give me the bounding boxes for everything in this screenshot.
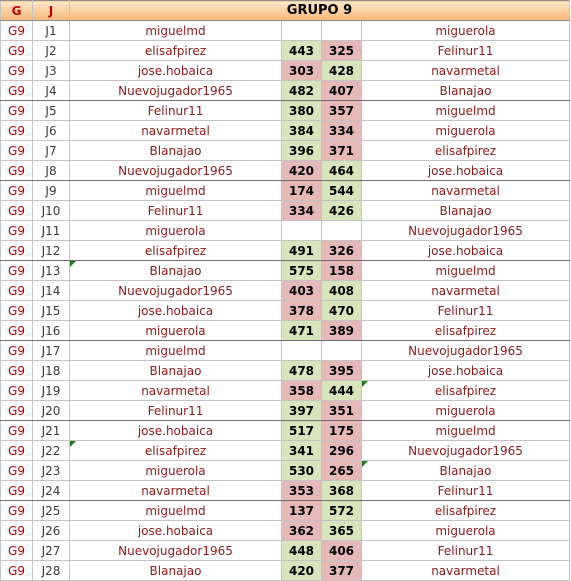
comment-marker-icon bbox=[362, 461, 368, 467]
group-cell[interactable]: G9 bbox=[1, 441, 33, 461]
round-cell[interactable]: J12 bbox=[33, 241, 70, 261]
player-home-cell[interactable]: elisafpirez bbox=[70, 441, 282, 461]
player-home-cell[interactable]: jose.hobaica bbox=[70, 301, 282, 321]
round-cell[interactable]: J5 bbox=[33, 101, 70, 121]
round-cell[interactable]: J6 bbox=[33, 121, 70, 141]
table-row bbox=[1, 101, 570, 121]
score-away-cell[interactable]: 368 bbox=[322, 481, 362, 501]
round-cell[interactable]: J22 bbox=[33, 441, 70, 461]
group-cell[interactable]: G9 bbox=[1, 501, 33, 521]
player-away-cell[interactable]: elisafpirez bbox=[362, 501, 570, 521]
score-home-cell[interactable]: 403 bbox=[282, 281, 322, 301]
score-away-cell[interactable]: 407 bbox=[322, 81, 362, 101]
score-home-cell[interactable]: 380 bbox=[282, 101, 322, 121]
round-cell[interactable]: J15 bbox=[33, 301, 70, 321]
player-away-cell[interactable]: jose.hobaica bbox=[362, 361, 570, 381]
score-home-cell[interactable]: 358 bbox=[282, 381, 322, 401]
player-home-cell[interactable]: miguelmd bbox=[70, 181, 282, 201]
table-row bbox=[1, 521, 570, 541]
round-cell[interactable]: J25 bbox=[33, 501, 70, 521]
player-away-cell[interactable]: Felinur11 bbox=[362, 541, 570, 561]
group-cell[interactable]: G9 bbox=[1, 261, 33, 281]
table-row bbox=[1, 561, 570, 581]
score-away-cell[interactable] bbox=[322, 221, 362, 241]
player-away-cell[interactable]: Nuevojugador1965 bbox=[362, 221, 570, 241]
score-home-cell[interactable] bbox=[282, 341, 322, 361]
score-home-cell[interactable]: 174 bbox=[282, 181, 322, 201]
player-away-cell[interactable]: Nuevojugador1965 bbox=[362, 441, 570, 461]
group-cell[interactable]: G9 bbox=[1, 361, 33, 381]
group-cell[interactable]: G9 bbox=[1, 81, 33, 101]
group-cell[interactable]: G9 bbox=[1, 201, 33, 221]
score-away-cell[interactable]: 395 bbox=[322, 361, 362, 381]
score-away-cell[interactable]: 470 bbox=[322, 301, 362, 321]
score-away-cell[interactable]: 175 bbox=[322, 421, 362, 441]
player-away-cell[interactable]: Nuevojugador1965 bbox=[362, 341, 570, 361]
score-away-cell[interactable]: 158 bbox=[322, 261, 362, 281]
score-home-cell[interactable] bbox=[282, 21, 322, 41]
table-row bbox=[1, 421, 570, 441]
player-away-cell[interactable]: elisafpirez bbox=[362, 381, 570, 401]
round-cell[interactable]: J2 bbox=[33, 41, 70, 61]
player-away-cell[interactable]: navarmetal bbox=[362, 181, 570, 201]
score-away-cell[interactable]: 334 bbox=[322, 121, 362, 141]
round-cell[interactable]: J19 bbox=[33, 381, 70, 401]
player-away-cell[interactable]: elisafpirez bbox=[362, 141, 570, 161]
score-away-cell[interactable]: 371 bbox=[322, 141, 362, 161]
header-round-col[interactable]: J bbox=[33, 1, 70, 21]
score-home-cell[interactable]: 137 bbox=[282, 501, 322, 521]
table-row bbox=[1, 21, 570, 41]
player-home-cell[interactable]: Nuevojugador1965 bbox=[70, 541, 282, 561]
player-away-cell[interactable]: miguerola bbox=[362, 521, 570, 541]
table-row bbox=[1, 241, 570, 261]
group-cell[interactable]: G9 bbox=[1, 481, 33, 501]
group-cell[interactable]: G9 bbox=[1, 461, 33, 481]
player-away-cell[interactable]: miguerola bbox=[362, 21, 570, 41]
comment-marker-icon bbox=[70, 261, 76, 267]
player-away-cell[interactable]: miguelmd bbox=[362, 261, 570, 281]
table-row bbox=[1, 461, 570, 481]
player-home-cell[interactable]: miguerola bbox=[70, 221, 282, 241]
player-away-cell[interactable]: Blanajao bbox=[362, 81, 570, 101]
round-cell[interactable]: J7 bbox=[33, 141, 70, 161]
score-away-cell[interactable]: 351 bbox=[322, 401, 362, 421]
player-home-cell[interactable]: miguelmd bbox=[70, 501, 282, 521]
player-home-cell[interactable]: jose.hobaica bbox=[70, 421, 282, 441]
score-home-cell[interactable]: 334 bbox=[282, 201, 322, 221]
score-home-cell[interactable]: 482 bbox=[282, 81, 322, 101]
score-away-cell[interactable]: 296 bbox=[322, 441, 362, 461]
round-cell[interactable]: J26 bbox=[33, 521, 70, 541]
group-cell[interactable]: G9 bbox=[1, 541, 33, 561]
score-home-cell[interactable]: 530 bbox=[282, 461, 322, 481]
player-home-cell[interactable]: jose.hobaica bbox=[70, 61, 282, 81]
score-home-cell[interactable]: 353 bbox=[282, 481, 322, 501]
table-row bbox=[1, 121, 570, 141]
group-cell[interactable]: G9 bbox=[1, 21, 33, 41]
score-home-cell[interactable]: 478 bbox=[282, 361, 322, 381]
score-home-cell[interactable]: 443 bbox=[282, 41, 322, 61]
round-cell[interactable]: J28 bbox=[33, 561, 70, 581]
round-cell[interactable]: J17 bbox=[33, 341, 70, 361]
round-cell[interactable]: J27 bbox=[33, 541, 70, 561]
score-away-cell[interactable]: 389 bbox=[322, 321, 362, 341]
group-cell[interactable]: G9 bbox=[1, 161, 33, 181]
group-cell[interactable]: G9 bbox=[1, 561, 33, 581]
round-cell[interactable]: J9 bbox=[33, 181, 70, 201]
score-home-cell[interactable] bbox=[282, 221, 322, 241]
score-away-cell[interactable] bbox=[322, 21, 362, 41]
round-cell[interactable]: J10 bbox=[33, 201, 70, 221]
score-home-cell[interactable]: 420 bbox=[282, 561, 322, 581]
player-away-cell[interactable]: navarmetal bbox=[362, 61, 570, 81]
comment-marker-icon bbox=[362, 381, 368, 387]
score-home-cell[interactable]: 384 bbox=[282, 121, 322, 141]
table-row bbox=[1, 41, 570, 61]
score-home-cell[interactable]: 471 bbox=[282, 321, 322, 341]
score-home-cell[interactable]: 341 bbox=[282, 441, 322, 461]
round-cell[interactable]: J21 bbox=[33, 421, 70, 441]
player-home-cell[interactable]: elisafpirez bbox=[70, 41, 282, 61]
score-away-cell[interactable]: 464 bbox=[322, 161, 362, 181]
group-cell[interactable]: G9 bbox=[1, 221, 33, 241]
table-row bbox=[1, 381, 570, 401]
player-away-cell[interactable]: navarmetal bbox=[362, 281, 570, 301]
player-away-cell[interactable]: navarmetal bbox=[362, 561, 570, 581]
table-row bbox=[1, 261, 570, 281]
score-home-cell[interactable]: 362 bbox=[282, 521, 322, 541]
score-home-cell[interactable]: 448 bbox=[282, 541, 322, 561]
table-row bbox=[1, 181, 570, 201]
score-away-cell[interactable] bbox=[322, 341, 362, 361]
score-home-cell[interactable]: 575 bbox=[282, 261, 322, 281]
table-row bbox=[1, 501, 570, 521]
player-home-cell[interactable]: miguerola bbox=[70, 461, 282, 481]
player-away-cell[interactable]: Blanajao bbox=[362, 201, 570, 221]
table-row bbox=[1, 481, 570, 501]
player-home-cell[interactable]: Nuevojugador1965 bbox=[70, 281, 282, 301]
score-home-cell[interactable]: 397 bbox=[282, 401, 322, 421]
score-home-cell[interactable]: 378 bbox=[282, 301, 322, 321]
table-row bbox=[1, 141, 570, 161]
player-home-cell[interactable]: miguelmd bbox=[70, 341, 282, 361]
player-home-cell[interactable]: navarmetal bbox=[70, 121, 282, 141]
score-home-cell[interactable]: 420 bbox=[282, 161, 322, 181]
player-home-cell[interactable]: elisafpirez bbox=[70, 241, 282, 261]
score-away-cell[interactable]: 426 bbox=[322, 201, 362, 221]
player-home-cell[interactable]: miguerola bbox=[70, 321, 282, 341]
player-home-cell[interactable]: Nuevojugador1965 bbox=[70, 161, 282, 181]
group-cell[interactable]: G9 bbox=[1, 421, 33, 441]
score-away-cell[interactable]: 377 bbox=[322, 561, 362, 581]
player-away-cell[interactable]: Blanajao bbox=[362, 461, 570, 481]
round-cell[interactable]: J23 bbox=[33, 461, 70, 481]
score-home-cell[interactable]: 396 bbox=[282, 141, 322, 161]
player-away-cell[interactable]: elisafpirez bbox=[362, 321, 570, 341]
player-home-cell[interactable]: Nuevojugador1965 bbox=[70, 81, 282, 101]
table-row bbox=[1, 541, 570, 561]
table-row bbox=[1, 81, 570, 101]
score-home-cell[interactable]: 517 bbox=[282, 421, 322, 441]
score-away-cell[interactable]: 365 bbox=[322, 521, 362, 541]
table-row bbox=[1, 301, 570, 321]
player-home-cell[interactable]: Felinur11 bbox=[70, 201, 282, 221]
player-away-cell[interactable]: miguelmd bbox=[362, 421, 570, 441]
score-away-cell[interactable]: 406 bbox=[322, 541, 362, 561]
score-away-cell[interactable]: 265 bbox=[322, 461, 362, 481]
table-row bbox=[1, 201, 570, 221]
comment-marker-icon bbox=[70, 441, 76, 447]
score-away-cell[interactable]: 357 bbox=[322, 101, 362, 121]
group-cell[interactable]: G9 bbox=[1, 61, 33, 81]
player-away-cell[interactable]: jose.hobaica bbox=[362, 161, 570, 181]
player-home-cell[interactable]: Blanajao bbox=[70, 261, 282, 281]
score-home-cell[interactable]: 491 bbox=[282, 241, 322, 261]
header-row bbox=[1, 1, 570, 21]
round-cell[interactable]: J4 bbox=[33, 81, 70, 101]
round-cell[interactable]: J20 bbox=[33, 401, 70, 421]
score-away-cell[interactable]: 326 bbox=[322, 241, 362, 261]
score-away-cell[interactable]: 572 bbox=[322, 501, 362, 521]
player-home-cell[interactable]: navarmetal bbox=[70, 381, 282, 401]
group-cell[interactable]: G9 bbox=[1, 381, 33, 401]
table-row bbox=[1, 401, 570, 421]
score-away-cell[interactable]: 544 bbox=[322, 181, 362, 201]
group-cell[interactable]: G9 bbox=[1, 341, 33, 361]
table-row bbox=[1, 321, 570, 341]
player-away-cell[interactable]: miguerola bbox=[362, 401, 570, 421]
round-cell[interactable]: J24 bbox=[33, 481, 70, 501]
round-cell[interactable]: J13 bbox=[33, 261, 70, 281]
header-group-col[interactable]: G bbox=[1, 1, 33, 21]
player-home-cell[interactable]: miguelmd bbox=[70, 21, 282, 41]
score-away-cell[interactable]: 428 bbox=[322, 61, 362, 81]
player-home-cell[interactable]: Blanajao bbox=[70, 561, 282, 581]
group-cell[interactable]: G9 bbox=[1, 241, 33, 261]
group-cell[interactable]: G9 bbox=[1, 401, 33, 421]
table-row bbox=[1, 61, 570, 81]
round-cell[interactable]: J14 bbox=[33, 281, 70, 301]
round-cell[interactable]: J8 bbox=[33, 161, 70, 181]
player-away-cell[interactable]: Felinur11 bbox=[362, 301, 570, 321]
table-row bbox=[1, 441, 570, 461]
group-cell[interactable]: G9 bbox=[1, 321, 33, 341]
round-cell[interactable]: J1 bbox=[33, 21, 70, 41]
score-away-cell[interactable]: 408 bbox=[322, 281, 362, 301]
group-cell[interactable]: G9 bbox=[1, 101, 33, 121]
round-cell[interactable]: J16 bbox=[33, 321, 70, 341]
table-row bbox=[1, 361, 570, 381]
table-row bbox=[1, 221, 570, 241]
group-cell[interactable]: G9 bbox=[1, 41, 33, 61]
group-cell[interactable]: G9 bbox=[1, 281, 33, 301]
player-away-cell[interactable]: jose.hobaica bbox=[362, 241, 570, 261]
group-cell[interactable]: G9 bbox=[1, 121, 33, 141]
player-away-cell[interactable]: Felinur11 bbox=[362, 481, 570, 501]
player-home-cell[interactable]: Felinur11 bbox=[70, 101, 282, 121]
group-cell[interactable]: G9 bbox=[1, 141, 33, 161]
score-away-cell[interactable]: 444 bbox=[322, 381, 362, 401]
player-home-cell[interactable]: Blanajao bbox=[70, 361, 282, 381]
score-home-cell[interactable]: 303 bbox=[282, 61, 322, 81]
group-cell[interactable]: G9 bbox=[1, 301, 33, 321]
group-title[interactable]: GRUPO 9 bbox=[70, 1, 570, 21]
round-cell[interactable]: J18 bbox=[33, 361, 70, 381]
player-home-cell[interactable]: navarmetal bbox=[70, 481, 282, 501]
table-row bbox=[1, 161, 570, 181]
player-away-cell[interactable]: miguelmd bbox=[362, 101, 570, 121]
score-away-cell[interactable]: 325 bbox=[322, 41, 362, 61]
player-home-cell[interactable]: Blanajao bbox=[70, 141, 282, 161]
round-cell[interactable]: J11 bbox=[33, 221, 70, 241]
player-away-cell[interactable]: miguerola bbox=[362, 121, 570, 141]
player-home-cell[interactable]: Felinur11 bbox=[70, 401, 282, 421]
player-away-cell[interactable]: Felinur11 bbox=[362, 41, 570, 61]
group-cell[interactable]: G9 bbox=[1, 181, 33, 201]
player-home-cell[interactable]: jose.hobaica bbox=[70, 521, 282, 541]
table-row bbox=[1, 281, 570, 301]
round-cell[interactable]: J3 bbox=[33, 61, 70, 81]
group-cell[interactable]: G9 bbox=[1, 521, 33, 541]
table-row bbox=[1, 341, 570, 361]
